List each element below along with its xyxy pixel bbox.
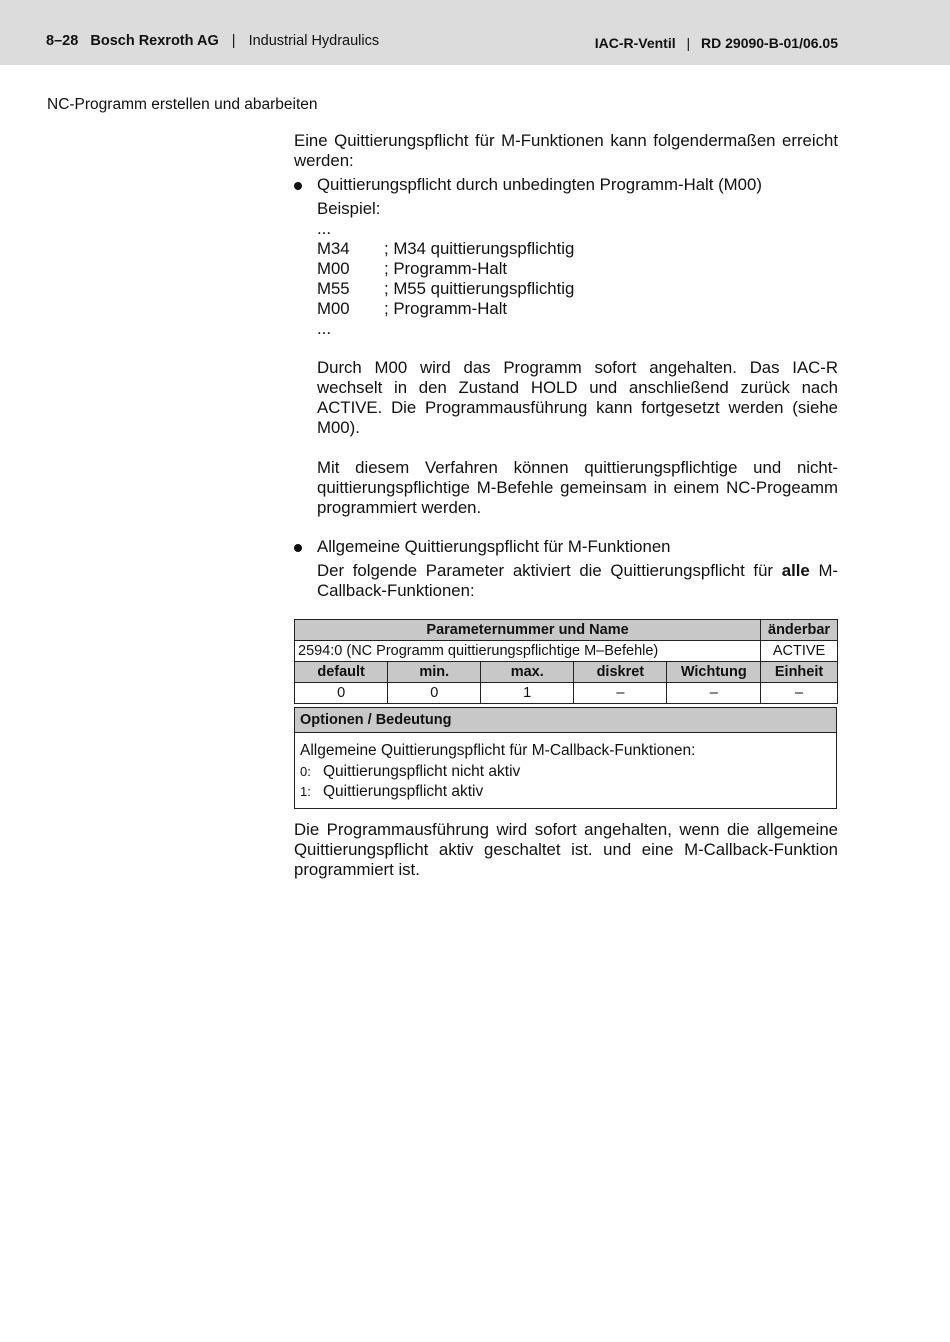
bullet-title: Allgemeine Quittierungspflicht für M-Funktionen: [317, 537, 671, 556]
code-line: [317, 239, 838, 259]
bullet-title: Quittierungspflicht durch unbedingten Programm-Halt (M00): [317, 175, 762, 194]
changeable-cell: ACTIVE: [761, 641, 838, 662]
page-header: [0, 0, 950, 65]
column-header-max: max.: [481, 662, 574, 683]
column-header-changeable: änderbar: [761, 620, 838, 641]
bullet-item-1: [294, 175, 838, 195]
option-number: 0:: [300, 763, 311, 779]
parameter-intro-text: Der folgende Parameter aktiviert die Quittierungspflicht für: [317, 561, 774, 580]
table-row: [295, 641, 838, 662]
option-item: [300, 782, 831, 803]
table-row: [295, 683, 838, 704]
options-body: [295, 733, 836, 808]
option-number: 1:: [300, 784, 311, 799]
options-box: [294, 707, 837, 809]
option-text: Quittierungspflicht nicht aktiv: [323, 762, 521, 780]
code-ellipsis-bottom: ...: [317, 319, 331, 338]
value-weighting: –: [667, 683, 761, 704]
intro-paragraph: Eine Quittierungspflicht für M-Funktionen kann folgendermaßen erreicht werden:: [294, 131, 838, 170]
value-max: 1: [481, 683, 574, 704]
value-min: 0: [388, 683, 481, 704]
explanation-paragraph: Durch M00 wird das Programm sofort angehalten. Das IAC-R wechselt in den Zustand HOLD und anschließend zurück nach ACTIVE. Die Programmausführung kann fortgesetzt werden (siehe M00).: [317, 358, 838, 437]
emphasis-text: alle: [781, 561, 810, 580]
section-title: NC-Programm erstellen und abarbeiten: [47, 96, 318, 113]
column-header-name: Parameternummer und Name: [295, 620, 761, 641]
column-header-unit: Einheit: [761, 662, 838, 683]
company-name: Bosch Rexroth AG: [90, 33, 219, 49]
column-header-weighting: Wichtung: [667, 662, 761, 683]
code-ellipsis-top: ...: [317, 219, 331, 238]
code-command: M00: [317, 299, 350, 318]
bullet-icon: [294, 544, 302, 552]
closing-paragraph: Die Programmausführung wird sofort angehalten, wenn die allgemeine Quittierungspflicht aktiv geschaltet ist. und eine M-Callback-Funktion programmiert ist.: [294, 819, 838, 879]
table-header-row: [295, 662, 838, 683]
code-command: M55: [317, 279, 350, 298]
value-default: 0: [295, 683, 388, 704]
header-separator-right: |: [686, 35, 691, 51]
code-command: M34: [317, 239, 350, 258]
header-left: [46, 33, 379, 49]
table-header-row: [295, 620, 838, 641]
code-line: [317, 279, 838, 299]
division-name: Industrial Hydraulics: [248, 33, 380, 49]
option-item: [300, 762, 831, 783]
options-description: Allgemeine Quittierungspflicht für M-Callback-Funktionen:: [300, 742, 696, 759]
code-comment: ; Programm-Halt: [384, 299, 508, 318]
main-content: [294, 131, 838, 880]
options-heading: Optionen / Bedeutung: [295, 708, 836, 733]
code-line: [317, 259, 838, 279]
option-text: Quittierungspflicht aktiv: [323, 783, 484, 800]
code-comment: ; M55 quittierungspflichtig: [384, 279, 575, 298]
parameter-intro: [294, 561, 838, 601]
value-unit: –: [761, 683, 838, 704]
page-number: 8–28: [46, 33, 79, 49]
header-right: [595, 35, 838, 51]
column-header-default: default: [295, 662, 388, 683]
parameter-name-cell: 2594:0 (NC Programm quittierungspflichtige M–Befehle): [295, 641, 761, 662]
header-separator: |: [231, 33, 236, 49]
code-comment: ; Programm-Halt: [384, 259, 508, 278]
example-label: Beispiel:: [317, 199, 381, 218]
product-name: IAC-R-Ventil: [594, 35, 676, 51]
code-line: [317, 299, 838, 319]
bullet-item-2: [294, 537, 838, 557]
parameter-intro-end: M-Callback-Funktionen:: [317, 561, 839, 600]
example-block: [294, 199, 838, 518]
parameter-table: [294, 619, 838, 704]
method-paragraph: Mit diesem Verfahren können quittierungspflichtige und nicht-quittierungspflichtige M-Befehle gemeinsam in einem NC-Progeamm programmiert werden.: [317, 458, 838, 517]
column-header-min: min.: [388, 662, 481, 683]
document-id: RD 29090-B-01/06.05: [701, 35, 838, 51]
column-header-discrete: diskret: [574, 662, 667, 683]
value-discrete: –: [574, 683, 667, 704]
bullet-icon: [294, 182, 302, 190]
code-command: M00: [317, 259, 350, 278]
code-comment: ; M34 quittierungspflichtig: [384, 239, 575, 258]
